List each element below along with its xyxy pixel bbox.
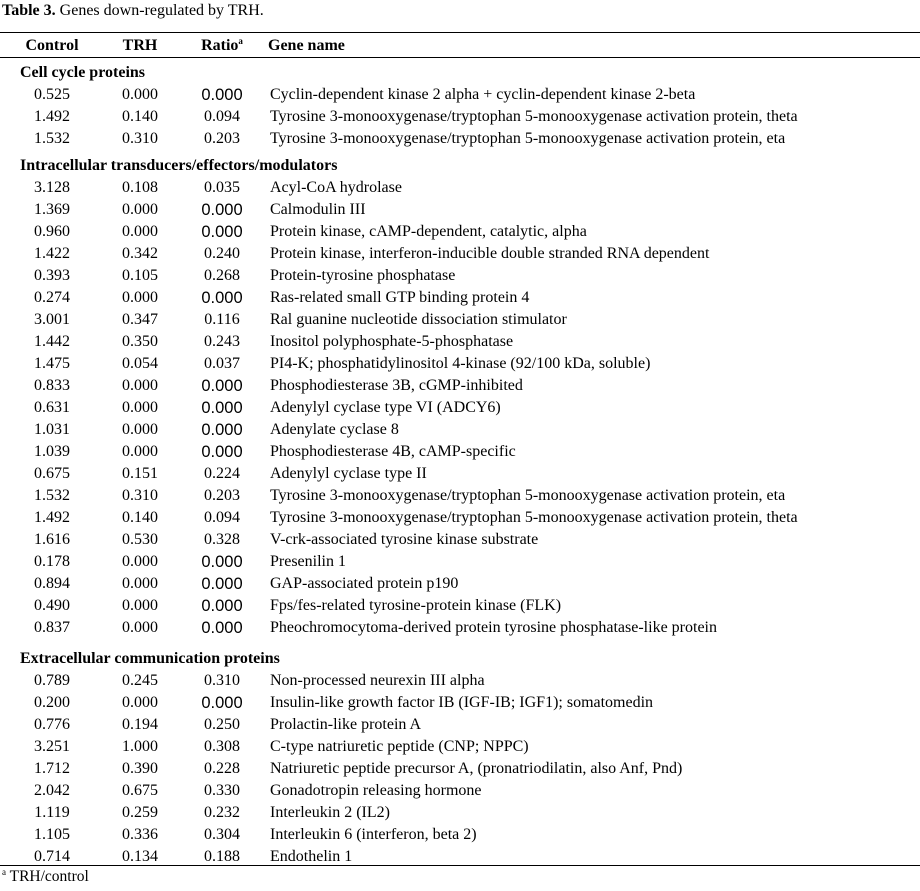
table-row bbox=[0, 802, 920, 824]
trh-value: 0.105 bbox=[122, 267, 158, 284]
gene-name: Acyl-CoA hydrolase bbox=[270, 179, 402, 196]
table-row bbox=[0, 375, 920, 397]
table-row bbox=[0, 573, 920, 595]
control-value: 0.178 bbox=[34, 553, 70, 570]
table-row bbox=[0, 714, 920, 736]
control-value: 0.960 bbox=[34, 223, 70, 240]
header-control: Control bbox=[25, 37, 79, 54]
control-value: 0.894 bbox=[34, 575, 70, 592]
control-value: 0.714 bbox=[34, 848, 70, 865]
top-rule bbox=[0, 32, 920, 33]
control-value: 3.251 bbox=[34, 738, 70, 755]
table-row bbox=[0, 309, 920, 331]
ratio-value: 0.310 bbox=[204, 672, 240, 689]
ratio-value: 0.250 bbox=[204, 716, 240, 733]
table-row bbox=[0, 419, 920, 441]
gene-name: Interleukin 6 (interferon, beta 2) bbox=[270, 826, 477, 843]
control-value: 3.001 bbox=[34, 311, 70, 328]
gene-name: Gonadotropin releasing hormone bbox=[270, 782, 482, 799]
ratio-value: 0.232 bbox=[204, 804, 240, 821]
control-value: 1.105 bbox=[34, 826, 70, 843]
trh-value: 0.000 bbox=[122, 694, 158, 711]
trh-value: 0.000 bbox=[122, 399, 158, 416]
gene-name: Adenylyl cyclase type II bbox=[270, 465, 427, 482]
table-row bbox=[0, 397, 920, 419]
table-row bbox=[0, 529, 920, 551]
gene-name: GAP-associated protein p190 bbox=[270, 575, 459, 592]
gene-name: Interleukin 2 (IL2) bbox=[270, 804, 390, 821]
gene-name: Phosphodiesterase 3B, cGMP-inhibited bbox=[270, 377, 523, 394]
ratio-value: 0.037 bbox=[204, 355, 240, 372]
trh-value: 0.000 bbox=[122, 575, 158, 592]
control-value: 1.119 bbox=[34, 804, 70, 821]
trh-value: 0.134 bbox=[122, 848, 158, 865]
ratio-value: 0.000 bbox=[201, 443, 243, 461]
ratio-value: 0.308 bbox=[204, 738, 240, 755]
trh-value: 0.000 bbox=[122, 597, 158, 614]
control-value: 1.475 bbox=[34, 355, 70, 372]
trh-value: 0.151 bbox=[122, 465, 158, 482]
gene-name: Tyrosine 3-monooxygenase/tryptophan 5-monooxygenase activation protein, eta bbox=[270, 130, 786, 147]
gene-name: Adenylyl cyclase type VI (ADCY6) bbox=[270, 399, 501, 416]
table-row bbox=[0, 780, 920, 802]
gene-name: Presenilin 1 bbox=[270, 553, 346, 570]
control-value: 0.675 bbox=[34, 465, 70, 482]
header-rule bbox=[0, 57, 920, 58]
section-heading: Cell cycle proteins bbox=[20, 64, 146, 81]
table-row bbox=[0, 692, 920, 714]
gene-name: Adenylate cyclase 8 bbox=[270, 421, 399, 438]
gene-name: Protein-tyrosine phosphatase bbox=[270, 267, 456, 284]
control-value: 0.393 bbox=[34, 267, 70, 284]
gene-name: Prolactin-like protein A bbox=[270, 716, 422, 733]
trh-value: 0.259 bbox=[122, 804, 158, 821]
ratio-value: 0.000 bbox=[201, 377, 243, 395]
table-row bbox=[0, 736, 920, 758]
gene-name: Cyclin-dependent kinase 2 alpha + cyclin-dependent kinase 2-beta bbox=[270, 86, 696, 103]
table-row bbox=[0, 265, 920, 287]
ratio-value: 0.000 bbox=[201, 86, 243, 104]
ratio-value: 0.330 bbox=[204, 782, 240, 799]
section-heading: Extracellular communication proteins bbox=[20, 650, 280, 667]
trh-value: 0.336 bbox=[122, 826, 158, 843]
ratio-value: 0.203 bbox=[204, 487, 240, 504]
ratio-value: 0.000 bbox=[201, 597, 243, 615]
ratio-value: 0.243 bbox=[204, 333, 240, 350]
trh-value: 0.000 bbox=[122, 223, 158, 240]
gene-name: Insulin-like growth factor IB (IGF-IB; IGF1); somatomedin bbox=[270, 694, 654, 711]
ratio-value: 0.094 bbox=[204, 108, 240, 125]
ratio-value: 0.224 bbox=[204, 465, 240, 482]
ratio-value: 0.328 bbox=[204, 531, 240, 548]
ratio-value: 0.228 bbox=[204, 760, 240, 777]
trh-value: 0.054 bbox=[122, 355, 158, 372]
gene-name: Protein kinase, interferon-inducible double stranded RNA dependent bbox=[270, 245, 710, 262]
trh-value: 0.000 bbox=[122, 619, 158, 636]
control-value: 0.837 bbox=[34, 619, 70, 636]
control-value: 0.274 bbox=[34, 289, 70, 306]
control-value: 1.492 bbox=[34, 509, 70, 526]
trh-value: 0.140 bbox=[122, 108, 158, 125]
ratio-value: 0.000 bbox=[201, 421, 243, 439]
trh-value: 0.675 bbox=[122, 782, 158, 799]
gene-name: C-type natriuretic peptide (CNP; NPPC) bbox=[270, 738, 529, 755]
trh-value: 1.000 bbox=[122, 738, 158, 755]
gene-name: Ral guanine nucleotide dissociation stimulator bbox=[270, 311, 567, 328]
header-ratio bbox=[184, 35, 260, 57]
trh-value: 0.310 bbox=[122, 487, 158, 504]
ratio-value: 0.000 bbox=[201, 694, 243, 712]
header-row bbox=[0, 35, 920, 57]
trh-value: 0.140 bbox=[122, 509, 158, 526]
table-row bbox=[0, 551, 920, 573]
gene-name: Protein kinase, cAMP-dependent, catalytic, alpha bbox=[270, 223, 587, 240]
control-value: 1.422 bbox=[34, 245, 70, 262]
control-value: 1.532 bbox=[34, 487, 70, 504]
table-caption bbox=[2, 2, 264, 20]
gene-name: Tyrosine 3-monooxygenase/tryptophan 5-monooxygenase activation protein, eta bbox=[270, 487, 786, 504]
gene-name: Tyrosine 3-monooxygenase/tryptophan 5-monooxygenase activation protein, theta bbox=[270, 108, 798, 125]
header-gene-name: Gene name bbox=[268, 37, 345, 54]
trh-value: 0.000 bbox=[122, 553, 158, 570]
ratio-value: 0.304 bbox=[204, 826, 240, 843]
gene-name: Phosphodiesterase 4B, cAMP-specific bbox=[270, 443, 516, 460]
bottom-rule bbox=[0, 865, 920, 866]
control-value: 2.042 bbox=[34, 782, 70, 799]
gene-name: Non-processed neurexin III alpha bbox=[270, 672, 485, 689]
gene-name: Natriuretic peptide precursor A, (pronatriodilatin, also Anf, Pnd) bbox=[270, 760, 683, 777]
section-heading: Intracellular transducers/effectors/modulators bbox=[20, 157, 338, 174]
footnote-text: TRH/control bbox=[9, 868, 89, 885]
gene-name: PI4-K; phosphatidylinositol 4-kinase (92/100 kDa, soluble) bbox=[270, 355, 651, 372]
control-value: 1.369 bbox=[34, 201, 70, 218]
ratio-value: 0.000 bbox=[201, 575, 243, 593]
trh-value: 0.390 bbox=[122, 760, 158, 777]
table-row bbox=[0, 287, 920, 309]
ratio-value: 0.000 bbox=[201, 553, 243, 571]
trh-value: 0.245 bbox=[122, 672, 158, 689]
table-row bbox=[0, 353, 920, 375]
ratio-value: 0.000 bbox=[201, 619, 243, 637]
control-value: 1.039 bbox=[34, 443, 70, 460]
control-value: 1.616 bbox=[34, 531, 70, 548]
gene-name: Endothelin 1 bbox=[270, 848, 353, 865]
footnote bbox=[2, 868, 89, 886]
table-row bbox=[0, 617, 920, 639]
table-row bbox=[0, 824, 920, 846]
gene-name: Inositol polyphosphate-5-phosphatase bbox=[270, 333, 514, 350]
header-ratio-label: Ratio bbox=[201, 37, 239, 54]
ratio-value: 0.116 bbox=[204, 311, 240, 328]
table-number: Table 3. bbox=[2, 2, 56, 19]
ratio-value: 0.000 bbox=[201, 289, 243, 307]
ratio-value: 0.000 bbox=[201, 399, 243, 417]
gene-name: Tyrosine 3-monooxygenase/tryptophan 5-monooxygenase activation protein, theta bbox=[270, 509, 798, 526]
header-trh: TRH bbox=[122, 37, 158, 54]
control-value: 1.712 bbox=[34, 760, 70, 777]
ratio-value: 0.000 bbox=[201, 201, 243, 219]
ratio-value: 0.094 bbox=[204, 509, 240, 526]
table-row bbox=[0, 128, 920, 150]
ratio-value: 0.188 bbox=[204, 848, 240, 865]
table-row bbox=[0, 106, 920, 128]
trh-value: 0.000 bbox=[122, 86, 158, 103]
control-value: 0.833 bbox=[34, 377, 70, 394]
trh-value: 0.194 bbox=[122, 716, 158, 733]
trh-value: 0.000 bbox=[122, 377, 158, 394]
table-row bbox=[0, 84, 920, 106]
control-value: 1.532 bbox=[34, 130, 70, 147]
gene-name: Pheochromocytoma-derived protein tyrosine phosphatase-like protein bbox=[270, 619, 717, 636]
trh-value: 0.347 bbox=[122, 311, 158, 328]
control-value: 0.776 bbox=[34, 716, 70, 733]
control-value: 1.031 bbox=[34, 421, 70, 438]
table-row bbox=[0, 758, 920, 780]
ratio-value: 0.035 bbox=[204, 179, 240, 196]
table-row bbox=[0, 177, 920, 199]
table-row bbox=[0, 507, 920, 529]
trh-value: 0.310 bbox=[122, 130, 158, 147]
trh-value: 0.350 bbox=[122, 333, 158, 350]
control-value: 0.200 bbox=[34, 694, 70, 711]
table-row bbox=[0, 441, 920, 463]
gene-name: Fps/fes-related tyrosine-protein kinase (FLK) bbox=[270, 597, 562, 614]
table-row bbox=[0, 670, 920, 692]
control-value: 1.442 bbox=[34, 333, 70, 350]
control-value: 0.525 bbox=[34, 86, 70, 103]
control-value: 0.490 bbox=[34, 597, 70, 614]
table-row bbox=[0, 331, 920, 353]
ratio-value: 0.203 bbox=[204, 130, 240, 147]
ratio-value: 0.000 bbox=[201, 223, 243, 241]
footnote-sup: a bbox=[2, 867, 6, 877]
table-title: Genes down-regulated by TRH. bbox=[59, 2, 264, 19]
control-value: 1.492 bbox=[34, 108, 70, 125]
trh-value: 0.000 bbox=[122, 201, 158, 218]
gene-table bbox=[0, 35, 920, 868]
gene-name: V-crk-associated tyrosine kinase substrate bbox=[270, 531, 539, 548]
ratio-value: 0.268 bbox=[204, 267, 240, 284]
trh-value: 0.000 bbox=[122, 443, 158, 460]
trh-value: 0.342 bbox=[122, 245, 158, 262]
trh-value: 0.000 bbox=[122, 421, 158, 438]
ratio-value: 0.240 bbox=[204, 245, 240, 262]
trh-value: 0.000 bbox=[122, 289, 158, 306]
control-value: 3.128 bbox=[34, 179, 70, 196]
control-value: 0.631 bbox=[34, 399, 70, 416]
control-value: 0.789 bbox=[34, 672, 70, 689]
table-row bbox=[0, 485, 920, 507]
trh-value: 0.108 bbox=[122, 179, 158, 196]
table-row bbox=[0, 221, 920, 243]
gene-name: Ras-related small GTP binding protein 4 bbox=[270, 289, 530, 306]
footnote-marker: a bbox=[238, 36, 243, 46]
table-row bbox=[0, 243, 920, 265]
table-row bbox=[0, 199, 920, 221]
gene-name: Calmodulin III bbox=[270, 201, 366, 218]
table-row bbox=[0, 595, 920, 617]
table-row bbox=[0, 463, 920, 485]
trh-value: 0.530 bbox=[122, 531, 158, 548]
